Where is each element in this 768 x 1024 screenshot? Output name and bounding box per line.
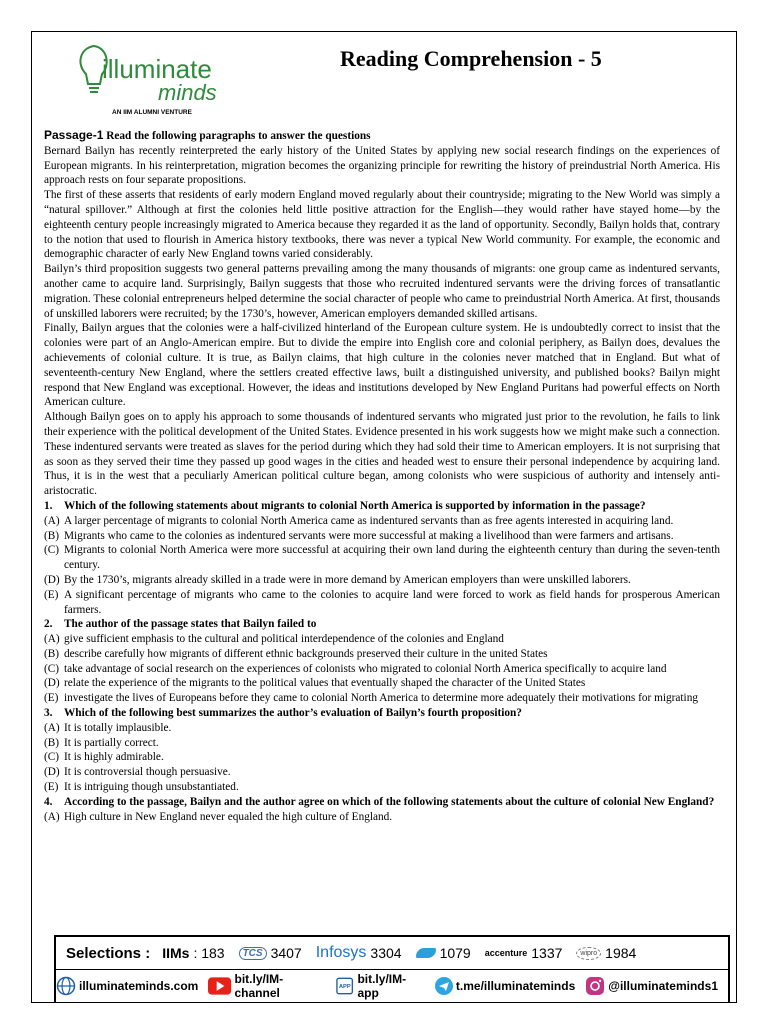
illuminate-minds-logo [72,38,232,116]
passage-label: Passage-1 [44,128,104,142]
question-2-option-e: (E) investigate the lives of Europeans before they came to colonial North America to determine more adequately their motivations for migrating [44,692,698,705]
infosys-value: 3304 [370,945,402,961]
selections-label: Selections : [66,944,151,962]
passage-heading [44,128,720,144]
website-link[interactable]: illuminateminds.com [56,976,198,996]
wipro-value: 1984 [605,945,637,961]
telegram-icon [435,977,453,995]
logo-tagline: AN IIM ALUMNI VENTURE [112,109,192,116]
tcs-logo: TCS [239,947,267,960]
iims-label: IIMs [162,945,190,961]
question-3-option-a: (A) It is totally implausible. [44,721,172,734]
iims-value: : 183 [193,945,225,961]
question-1-option-e: (E) A significant percentage of migrants who came to the colonies to acquire land were forced to work as field hands for prosperous American farmers. [44,588,720,616]
telegram-link[interactable]: t.me/illuminateminds [435,977,575,995]
footer-banner [54,935,730,1003]
question-3: 3. Which of the following best summarizes the author’s evaluation of Bailyn’s fourth proposition? [44,707,522,720]
capgemini-logo-icon [416,948,436,958]
passage-paragraph: Bailyn’s third proposition suggests two general patterns prevailing among the many thousands of migrants: one group came as indentured servants, another came to acquire land. Surprisingly, Bailyn suggests that those who recruited indentured servants were the driving forces of transatlantic migration. These colonial entrepreneurs helped determine the social character of people who came to preindustrial North America. At first, thousands of unskilled laborers were recruited; by the 1730’s, however, American employers demanded skilled artisans. [44,263,720,320]
selections-row [56,937,728,970]
logo-word-1: illuminate [102,54,212,84]
question-1-option-b: (B) Migrants who came to the colonies as indentured servants were more successful at making a livelihood than were farmers and artisans. [44,529,674,542]
youtube-link[interactable]: bit.ly/IM-channel [208,972,325,1000]
wipro-logo: wipro [576,947,601,960]
logo-word-2: minds [158,80,217,105]
accenture-logo: accenture [484,948,528,958]
question-1-option-c: (C) Migrants to colonial North America were more successful at acquiring their own land during the eighteenth century than during the seven-tenth century. [44,544,720,572]
question-3-option-d: (D) It is controversial though persuasive. [44,766,231,779]
question-3-option-b: (B) It is partially correct. [44,736,159,749]
question-2-option-d: (D) relate the experience of the migrants to the political values that eventually shaped the character of the United States [44,677,586,690]
question-4: 4. According to the passage, Bailyn and the author agree on which of the following statements about the culture of colonial New England? [44,795,715,808]
instagram-link[interactable]: @illuminateminds1 [585,976,718,996]
page-title: Reading Comprehension - 5 [340,46,602,71]
question-3-option-e: (E) It is intriguing though unsubstantiated. [44,781,239,794]
question-4-option-a: (A) High culture in New England never equaled the high culture of England. [44,810,393,823]
svg-text:APP: APP [339,983,351,990]
app-icon [335,976,354,996]
document-body [44,128,720,824]
passage-paragraph: The first of these asserts that residents of early modern England moved regularly about their countryside; migrating to the New World was simply a “natural spillover.” Although at first the colonies held little positive attraction for the English—they would rather have stayed home—by the eighteenth century people increasingly migrated to America because they regarded it as the land of opportunity. Secondly, Bailyn holds that, contrary to the notion that used to flourish in America history textbooks, there was never a typical New World community. For example, the economic and demographic character of early New England towns varied considerably. [44,189,720,261]
passage-paragraph: Finally, Bailyn argues that the colonies were a half-civilized hinterland of the European culture system. He is undoubtedly correct to insist that the colonies were part of an Anglo-American empire. But to divide the empire into English core and colonial periphery, as Bailyn does, devalues the achievements of colonial culture. It is true, as Bailyn claims, that high culture in the colonies never matched that in England. But what of seventeenth-century New England, where the settlers created effective laws, built a distinguished university, and published books? Bailyn might respond that New England was exceptional. However, the ideas and institutions developed by New England Puritans had powerful effects on North American culture. [44,322,720,409]
question-3-option-c: (C) It is highly admirable. [44,751,164,764]
question-2-option-b: (B) describe carefully how migrants of different ethnic backgrounds preserved their culture in the united States [44,647,548,660]
accenture-value: 1337 [531,945,563,961]
passage-paragraph: Bernard Bailyn has recently reinterpreted the early history of the United States by applying new social research findings on the experiences of European migrants. In his reinterpretation, migration becomes the organizing principle for rewriting the history of preindustrial North America. His approach rests on four separate propositions. [44,144,720,187]
capgemini-value: 1079 [439,945,471,961]
infosys-logo: Infosys [315,944,367,961]
question-1: 1. Which of the following statements about migrants to colonial North America is supported by information in the passage? [44,499,646,512]
passage-paragraph: Although Bailyn goes on to apply his approach to some thousands of indentured servants who migrated just prior to the revolution, he fails to link their experience with the political development of the United States. Evidence presented in his work suggests how we might make such a connection. These indentured servants were treated as slaves for the period during which they had sold their time to American employers. It is not surprising that as soon as they served their time they passed up good wages in the cities and headed west to ensure their personal independence by acquiring land. Thus, it is in the west that a peculiarly American political culture began, among colonists who were suspicious of authority and intensely anti-aristocratic. [44,411,720,498]
globe-icon [56,976,76,996]
passage-instruction: Read the following paragraphs to answer the questions [106,130,371,142]
instagram-icon [585,976,605,996]
app-link[interactable]: APP bit.ly/IM-app [335,972,425,1000]
question-2-option-c: (C) take advantage of social research on the experiences of colonists who migrated to colonial North America specifically to acquire land [44,662,667,675]
youtube-icon [208,977,231,995]
links-row [56,971,728,1001]
question-1-option-a: (A) A larger percentage of migrants to colonial North America came as indentured servants than as free agents interested in acquiring land. [44,514,674,527]
tcs-value: 3407 [270,945,302,961]
question-2: 2. The author of the passage states that Bailyn failed to [44,618,317,631]
question-1-option-d: (D) By the 1730’s, migrants already skilled in a trade were in more demand by American employers than were unskilled laborers. [44,573,631,586]
question-2-option-a: (A) give sufficient emphasis to the cultural and political interdependence of the colonies and England [44,633,504,646]
